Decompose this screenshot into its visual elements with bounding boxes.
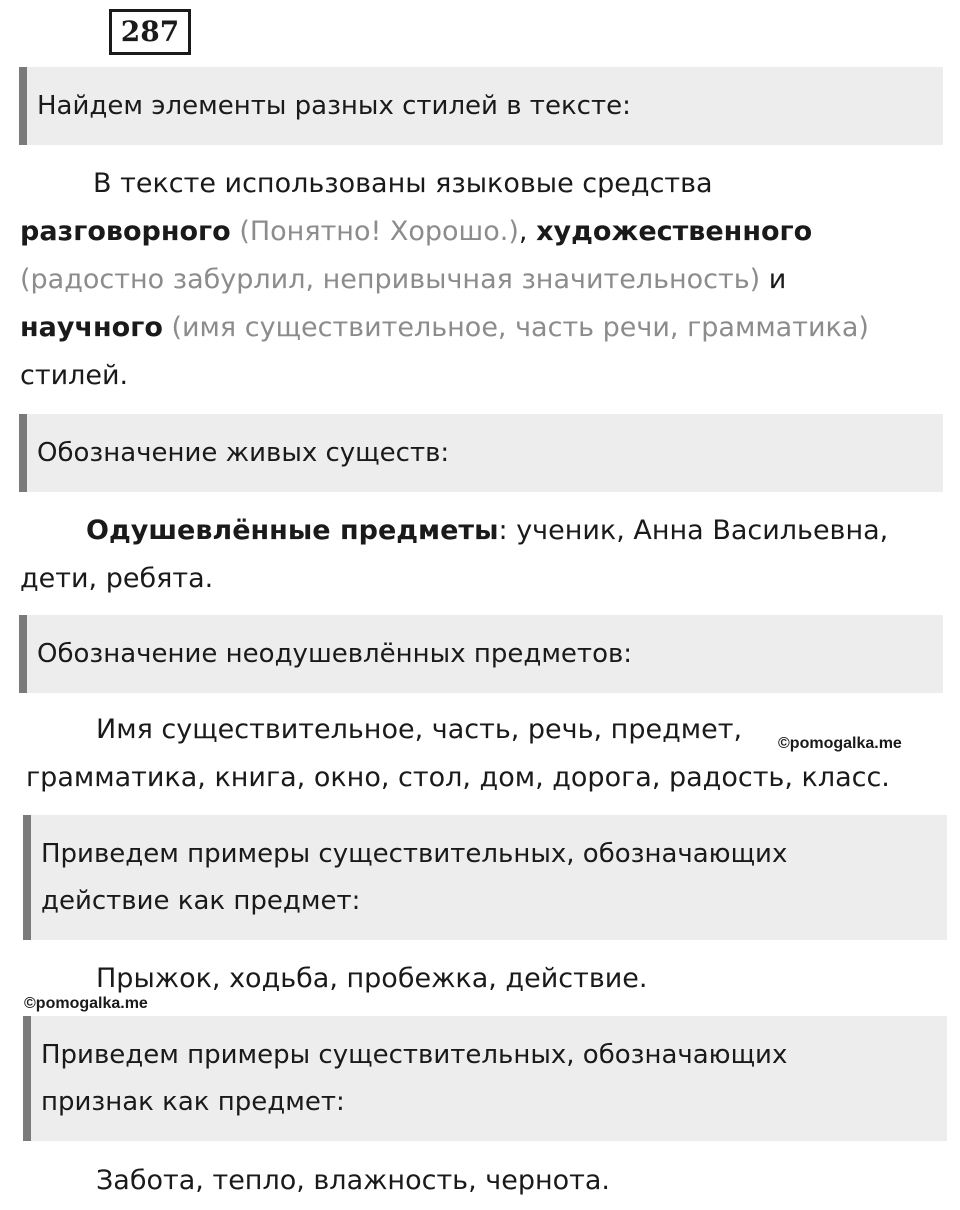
- section-header-text: Приведем примеры существительных, обозначающих: [41, 839, 788, 869]
- styles-paragraph: [20, 160, 869, 400]
- text: и: [768, 264, 787, 295]
- paragraph-line: [20, 208, 869, 256]
- example-artistic: (радостно забурлил, непривычная значительность): [20, 264, 761, 295]
- text: В тексте использованы языковые средства: [93, 168, 713, 199]
- attribute-paragraph: [96, 1157, 610, 1205]
- paragraph-line: [20, 304, 869, 352]
- section-header-attribute: [23, 1016, 947, 1141]
- paragraph-line: [20, 555, 888, 603]
- section-header-inanimate: [19, 615, 943, 693]
- section-header-animate: [19, 414, 943, 492]
- style-term-colloquial: разговорного: [20, 216, 231, 247]
- paragraph-line: [26, 706, 890, 754]
- text: Забота, тепло, влажность, чернота.: [96, 1165, 610, 1196]
- example-scientific: (имя существительное, часть речи, грамматика): [171, 312, 869, 343]
- style-term-artistic: художественного: [536, 216, 813, 247]
- text: ,: [518, 216, 528, 247]
- paragraph-line: [20, 352, 869, 400]
- text: дети, ребята.: [20, 563, 214, 594]
- section-header-styles: [19, 67, 943, 145]
- text: грамматика, книга, окно, стол, дом, дорога, радость, класс.: [26, 762, 890, 793]
- section-header-text: Обозначение живых существ:: [37, 438, 450, 468]
- paragraph-line: [20, 160, 869, 208]
- section-header-text: Найдем элементы разных стилей в тексте:: [37, 91, 631, 121]
- style-term-scientific: научного: [20, 312, 163, 343]
- text: Имя существительное, часть, речь, предмет,: [96, 714, 743, 745]
- animate-paragraph: [20, 507, 888, 603]
- text: : ученик, Анна Васильевна,: [498, 515, 889, 546]
- task-number: 287: [109, 9, 191, 55]
- action-paragraph: [96, 955, 647, 1003]
- inanimate-paragraph: [26, 706, 890, 802]
- term-animate: Одушевлённые предметы: [86, 515, 499, 546]
- section-header-action: [23, 815, 947, 940]
- example-colloquial: (Понятно! Хорошо.): [239, 216, 519, 247]
- text: стилей.: [20, 360, 129, 391]
- paragraph-line: [20, 256, 869, 304]
- section-header-text: действие как предмет:: [41, 886, 361, 916]
- section-header-text: Обозначение неодушевлённых предметов:: [37, 639, 633, 669]
- section-header-text: признак как предмет:: [41, 1087, 345, 1117]
- paragraph-line: [26, 754, 890, 802]
- text: Прыжок, ходьба, пробежка, действие.: [96, 963, 648, 994]
- paragraph-line: [20, 507, 888, 555]
- section-header-text: Приведем примеры существительных, обозначающих: [41, 1040, 788, 1070]
- watermark: ©pomogalka.me: [24, 995, 148, 1012]
- watermark: ©pomogalka.me: [778, 735, 902, 752]
